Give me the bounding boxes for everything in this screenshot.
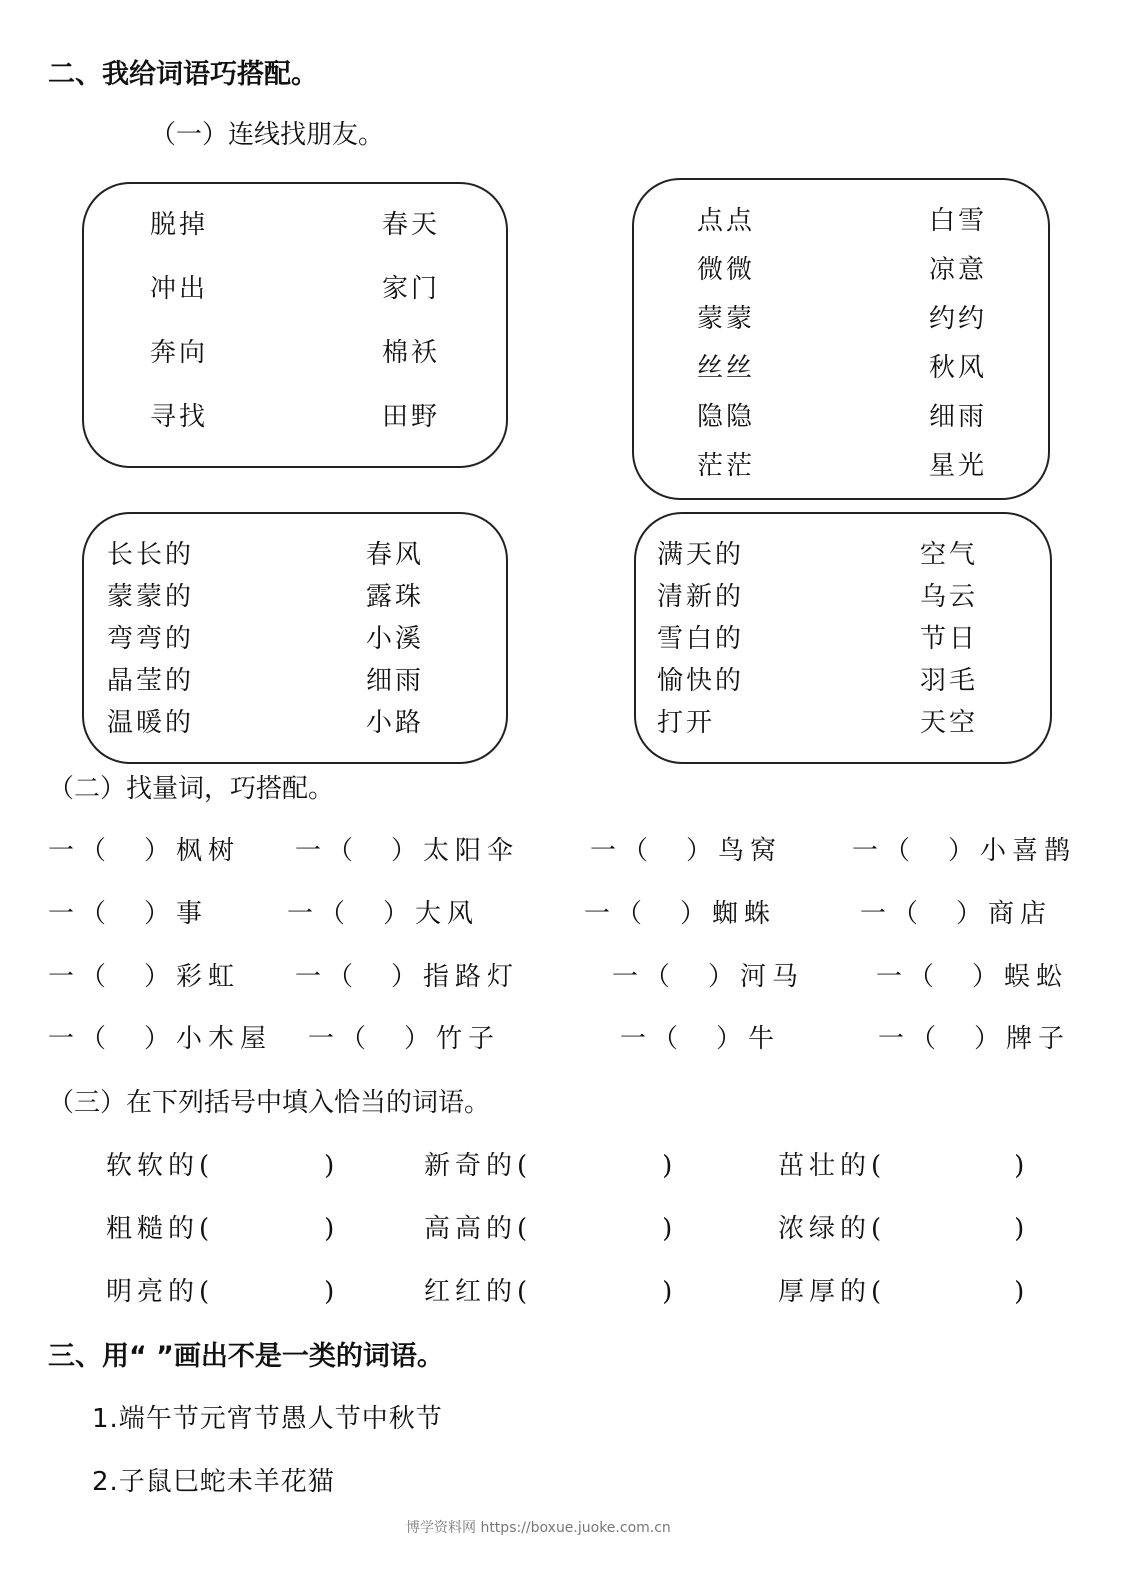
measure-word-item: 一（ ）蜘蛛 xyxy=(584,899,777,929)
box3-left-word: 晶莹的 xyxy=(107,666,195,696)
measure-word-item: 一（ ）太阳伞 xyxy=(295,836,520,866)
measure-word-item: 一（ ）蜈蚣 xyxy=(876,962,1069,992)
fill-blank-item: 软软的( ) xyxy=(106,1151,340,1181)
question-item: 2.子鼠巳蛇未羊花猫 xyxy=(92,1467,335,1497)
section-2-title: 二、我给词语巧搭配。 xyxy=(48,59,318,90)
box1-left-word: 冲出 xyxy=(150,274,209,304)
box2-right-word: 秋风 xyxy=(929,353,988,383)
fill-blank-item: 粗糙的( ) xyxy=(106,1214,340,1244)
box2-left-word: 微微 xyxy=(697,255,756,285)
fill-blank-item: 明亮的( ) xyxy=(106,1277,340,1307)
box4-left-word: 清新的 xyxy=(657,582,745,612)
box4-left-word: 雪白的 xyxy=(657,624,745,654)
measure-word-item: 一（ ）河马 xyxy=(612,962,805,992)
match-box-2 xyxy=(632,178,1050,500)
box2-right-word: 约约 xyxy=(929,304,988,334)
box4-right-word: 羽毛 xyxy=(920,666,979,696)
fill-blank-item: 茁壮的( ) xyxy=(778,1151,1030,1181)
measure-word-item: 一（ ）鸟窝 xyxy=(590,836,783,866)
box4-left-word: 愉快的 xyxy=(657,666,745,696)
box3-left-word: 温暖的 xyxy=(107,708,195,738)
box2-left-word: 茫茫 xyxy=(697,451,756,481)
box3-right-word: 小溪 xyxy=(366,624,425,654)
box2-left-word: 点点 xyxy=(697,206,756,236)
box1-right-word: 家门 xyxy=(382,274,441,304)
fill-blank-item: 厚厚的( ) xyxy=(778,1277,1030,1307)
box2-right-word: 细雨 xyxy=(929,402,988,432)
box2-left-word: 蒙蒙 xyxy=(697,304,756,334)
fill-blank-item: 高高的( ) xyxy=(424,1214,678,1244)
box3-right-word: 露珠 xyxy=(366,582,425,612)
box1-left-word: 寻找 xyxy=(150,402,209,432)
measure-word-item: 一（ ）小喜鹊 xyxy=(852,836,1077,866)
measure-word-item: 一（ ）商店 xyxy=(860,899,1053,929)
section-3-title: 三、用“ ”画出不是一类的词语。 xyxy=(48,1341,444,1372)
measure-word-item: 一（ ）指路灯 xyxy=(295,962,520,992)
box4-left-word: 打开 xyxy=(657,708,716,738)
measure-word-item: 一（ ）牛 xyxy=(620,1024,781,1054)
measure-word-item: 一（ ）小木屋 xyxy=(48,1024,273,1054)
part-3-title: （三）在下列括号中填入恰当的词语。 xyxy=(48,1088,491,1118)
part-2-title: （二）找量词，巧搭配。 xyxy=(48,774,335,804)
box1-right-word: 棉袄 xyxy=(382,338,441,368)
box3-left-word: 蒙蒙的 xyxy=(107,582,195,612)
box4-left-word: 满天的 xyxy=(657,540,745,570)
footer-watermark: 博学资料网 https://boxue.juoke.com.cn xyxy=(406,1520,671,1536)
box2-right-word: 凉意 xyxy=(929,255,988,285)
part-1-title: （一）连线找朋友。 xyxy=(150,120,385,150)
box3-right-word: 小路 xyxy=(366,708,425,738)
box2-right-word: 星光 xyxy=(929,451,988,481)
box4-right-word: 空气 xyxy=(920,540,979,570)
box1-right-word: 春天 xyxy=(382,210,441,240)
measure-word-item: 一（ ）事 xyxy=(48,899,209,929)
box3-left-word: 弯弯的 xyxy=(107,624,195,654)
measure-word-item: 一（ ）竹子 xyxy=(308,1024,501,1054)
measure-word-item: 一（ ）牌子 xyxy=(878,1024,1071,1054)
fill-blank-item: 浓绿的( ) xyxy=(778,1214,1030,1244)
box4-right-word: 天空 xyxy=(920,708,979,738)
box3-right-word: 细雨 xyxy=(366,666,425,696)
question-item: 1.端午节元宵节愚人节中秋节 xyxy=(92,1404,443,1434)
box1-left-word: 奔向 xyxy=(150,338,209,368)
box2-left-word: 丝丝 xyxy=(697,353,756,383)
box1-right-word: 田野 xyxy=(382,402,441,432)
box3-left-word: 长长的 xyxy=(107,540,195,570)
fill-blank-item: 红红的( ) xyxy=(424,1277,678,1307)
box3-right-word: 春风 xyxy=(366,540,425,570)
box4-right-word: 节日 xyxy=(920,624,979,654)
box4-right-word: 乌云 xyxy=(920,582,979,612)
box2-left-word: 隐隐 xyxy=(697,402,756,432)
measure-word-item: 一（ ）大风 xyxy=(287,899,480,929)
box2-right-word: 白雪 xyxy=(929,206,988,236)
box1-left-word: 脱掉 xyxy=(150,210,209,240)
measure-word-item: 一（ ）枫树 xyxy=(48,836,241,866)
fill-blank-item: 新奇的( ) xyxy=(424,1151,678,1181)
measure-word-item: 一（ ）彩虹 xyxy=(48,962,241,992)
match-box-1 xyxy=(82,182,508,468)
